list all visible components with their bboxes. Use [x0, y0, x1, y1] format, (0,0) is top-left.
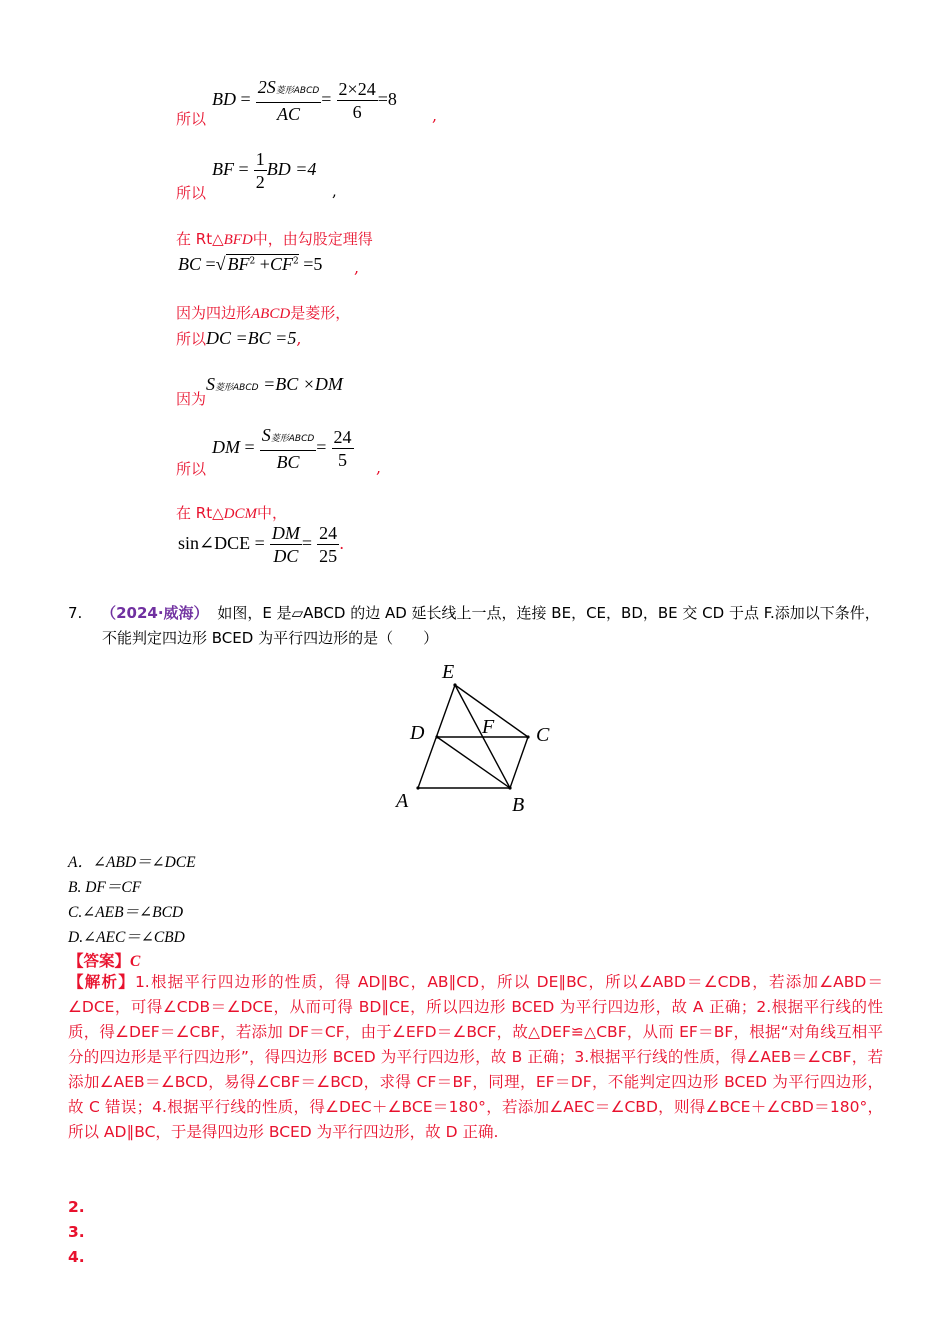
list-number-4: 4.	[68, 1248, 85, 1266]
label-a: A	[396, 790, 409, 812]
option-b: B. DF＝CF	[68, 879, 142, 896]
question-source: （2024·威海）	[101, 604, 209, 622]
comma-8: ,	[376, 458, 382, 477]
equation-dc: 所以DC =BC =5,	[176, 328, 302, 348]
question-number: 7.	[68, 604, 83, 622]
equation-bd: BD = $\frac{\text{2S菱形ABCD}}{AC}$ = $\frac{2\times 24}{6}$ =8	[212, 77, 397, 124]
analysis-label: 【解析】	[68, 973, 135, 991]
sin-text: 在 Rt△DCM中，	[176, 504, 287, 522]
option-c: C.∠AEB＝∠BCD	[68, 904, 184, 921]
analysis-text: 1.根据平行四边形的性质，得 AD∥BC，AB∥CD，所以 DE∥BC，所以∠ABD＝∠CDB，若添加∠ABD＝∠DCE，可得∠CDB＝∠DCE，从而可得 BD∥CE，所以四边形 BCED 为平行四边形，故 A 正确；2.根据平行线的性质，得∠DEF＝∠CBF，若添加 DF＝CF，由于∠EFD＝∠BCF，故△DEF≌△CBF，从而 EF＝BF，根据“对角线互相平分的四边形是平行四边形”，得四边形 BCED 为平行四边形，故 B 正确；3.根据平行线的性质，得∠AEB＝∠CBF，若添加∠AEB＝∠BCD，易得∠CBF＝∠BCD，求得 CF＝BF，同理，EF＝DF，不能判定四边形 BCED 为平行四边形，故 C 错误；4.根据平行线的性质，得∠DEC＋∠BCE＝180°，若添加∠AEC＝∠CBD，则得∠BCE＋∠CBD＝180°，所以 AD∥BC，于是得四边形 BCED 为平行四边形，故 D 正确.	[68, 973, 883, 1141]
answer: 【答案】C	[68, 952, 141, 970]
question-7-line2: 不能判定四边形 BCED 为平行四边形的是（ ）	[102, 629, 439, 647]
list-number-2: 2.	[68, 1198, 85, 1216]
so-label-8: 所以	[176, 460, 207, 478]
parallelogram-figure	[390, 655, 560, 820]
equation-dm: DM = $\frac{\text{S菱形ABCD}}{BC}$ = $\frac{24}{5}$	[212, 425, 352, 472]
equation-sin: sin∠DCE = $\frac{DM}{DC}$ = $\frac{24}{25}$ .	[178, 523, 345, 566]
rhombus-text: 因为四边形ABCD是菱形，	[176, 304, 351, 322]
question-7-line1: 7. （2024·威海） 如图，E 是▱ABCD 的边 AD 延长线上一点，连接 BE，CE，BD，BE 交 CD 于点 F.添加以下条件，	[68, 604, 880, 622]
so-label-1: 所以	[176, 110, 207, 128]
option-d: D.∠AEC＝∠CBD	[68, 929, 185, 946]
comma-4: ,	[354, 258, 360, 277]
so-label-2: 所以	[176, 184, 207, 202]
comma-2: ,	[332, 182, 337, 200]
label-d: D	[410, 722, 425, 744]
equation-bc: BC =√ $BF^2 +CF^2 =5$	[178, 254, 323, 274]
pythagoras-text: 在 Rt△BFD中，由勾股定理得	[176, 230, 373, 248]
edge-bc	[510, 737, 528, 788]
label-c: C	[536, 724, 550, 746]
edge-bd	[437, 737, 510, 788]
list-number-3: 3.	[68, 1223, 85, 1241]
comma-1: ,	[432, 106, 438, 125]
label-f: F	[482, 716, 495, 738]
label-b: B	[512, 794, 525, 816]
equation-area: 因为S菱形ABCD =BC ×DM	[176, 374, 343, 408]
label-e: E	[442, 661, 455, 683]
option-a: A．∠ABD＝∠DCE	[68, 854, 196, 871]
analysis	[68, 970, 883, 1145]
equation-bf: BF = $\frac{1}{2}$ BD =4	[212, 149, 317, 192]
